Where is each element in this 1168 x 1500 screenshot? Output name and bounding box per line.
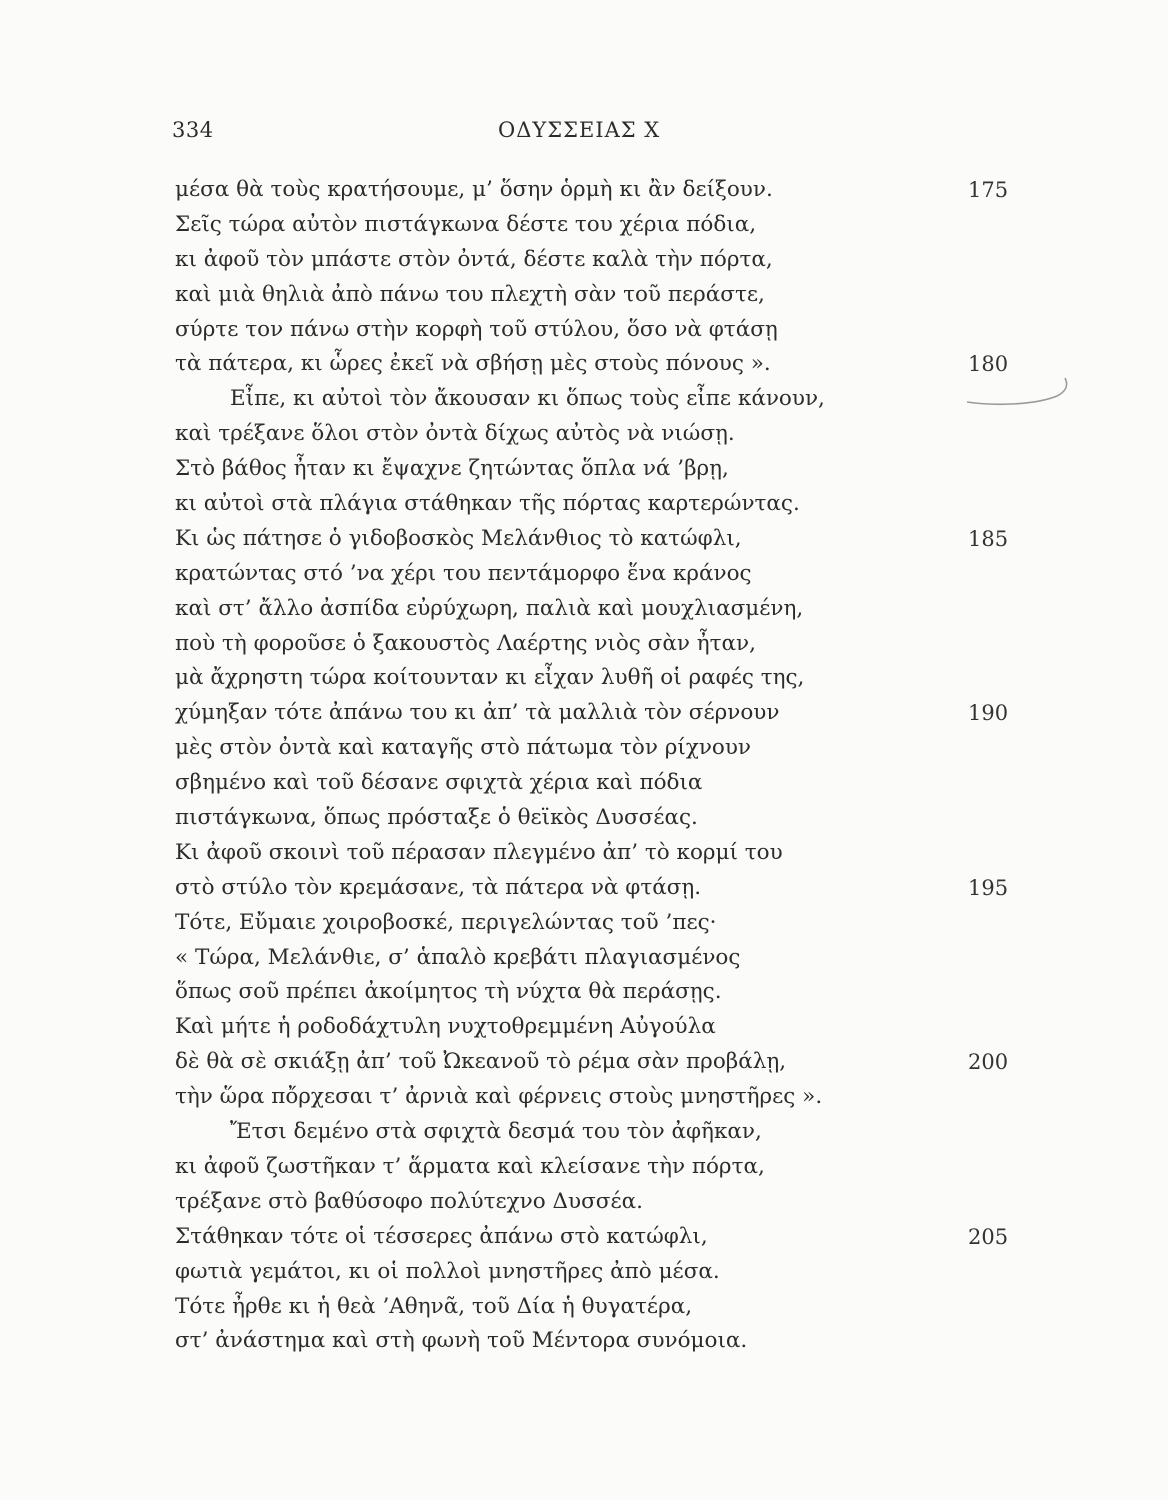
verse-text: μὰ ἄχρηστη τώρα κοίτουνταν κι εἶχαν λυθῆ οἱ ραφές της, — [175, 665, 805, 691]
verse-line — [0, 1150, 1168, 1185]
verse-text: Ἔτσι δεμένο στὰ σφιχτὰ δεσμά του τὸν ἀφῆκαν, — [230, 1119, 762, 1145]
verse-text: στ’ ἀνάστημα καὶ στὴ φωνὴ τοῦ Μέντορα συνόμοια. — [175, 1328, 748, 1354]
verse-text: σβημένο καὶ τοῦ δέσανε σφιχτὰ χέρια καὶ πόδια — [175, 770, 703, 796]
verse-line — [0, 1290, 1168, 1325]
line-number: 195 — [968, 875, 1009, 900]
verse-line — [0, 1324, 1168, 1359]
verse-line — [0, 208, 1168, 243]
verse-line — [0, 1115, 1168, 1150]
verse-text: ποὺ τὴ φοροῦσε ὁ ξακουστὸς Λαέρτης νιὸς σὰν ἦταν, — [175, 630, 756, 656]
running-title: ΟΔΥΣΣΕΙΑΣ Χ — [498, 118, 661, 142]
line-number: 200 — [968, 1050, 1009, 1075]
verse-line — [0, 627, 1168, 662]
verse-text: Κι ὡς πάτησε ὁ γιδοβοσκὸς Μελάνθιος τὸ κατώφλι, — [175, 525, 742, 551]
verse-text: Κι ἀφοῦ σκοινὶ τοῦ πέρασαν πλεγμένο ἀπ’ τὸ κορμί του — [175, 839, 783, 865]
verse-line — [0, 313, 1168, 348]
verse-line — [0, 1010, 1168, 1045]
verse-line — [0, 975, 1168, 1010]
verse-text: κι ἀφοῦ ζωστῆκαν τ’ ἅρματα καὶ κλείσανε τὴν πόρτα, — [175, 1153, 765, 1179]
verse-text: τὴν ὥρα πὄρχεσαι τ’ ἀρνιὰ καὶ φέρνεις στοὺς μνηστῆρες ». — [175, 1084, 823, 1110]
page-header — [172, 118, 1012, 148]
verse-text: Στὸ βάθος ἦταν κι ἔψαχνε ζητώντας ὅπλα νά ’βρῃ, — [175, 456, 729, 482]
verse-line — [0, 871, 1168, 906]
verse-line — [0, 731, 1168, 766]
verse-line — [0, 696, 1168, 731]
verse-text: Καὶ μήτε ἡ ροδοδάχτυλη νυχτοθρεμμένη Αὐγούλα — [175, 1014, 716, 1040]
verse-line — [0, 452, 1168, 487]
verse-line — [0, 1185, 1168, 1220]
line-number: 205 — [968, 1224, 1009, 1249]
verse-text: κι αὐτοὶ στὰ πλάγια στάθηκαν τῆς πόρτας καρτερώντας. — [175, 491, 800, 517]
verse-text: κρατώντας στό ’να χέρι του πεντάμορφο ἕνα κράνος — [175, 560, 752, 586]
verse-text: στὸ στύλο τὸν κρεμάσανε, τὰ πάτερα νὰ φτάσῃ. — [175, 874, 702, 900]
verse-line — [0, 801, 1168, 836]
verse-line — [0, 941, 1168, 976]
verse-text: « Τώρα, Μελάνθιε, σ’ ἁπαλὸ κρεβάτι πλαγιασμένος — [175, 944, 741, 970]
verse-text: πιστάγκωνα, ὅπως πρόσταξε ὁ θεϊκὸς Δυσσέας. — [175, 805, 698, 831]
line-number: 180 — [968, 352, 1009, 377]
verse-text: μέσα θὰ τοὺς κρατήσουμε, μ’ ὅσην ὁρμὴ κι ἂν δείξουν. — [175, 177, 773, 202]
verse-line — [0, 592, 1168, 627]
verse-line — [0, 906, 1168, 941]
verse-text: Στάθηκαν τότε οἱ τέσσερες ἀπάνω στὸ κατώφλι, — [175, 1223, 708, 1249]
verse-text: τὰ πάτερα, κι ὧρες ἐκεῖ νὰ σβήσῃ μὲς στοὺς πόνους ». — [175, 351, 771, 377]
verse-line — [0, 766, 1168, 801]
verse-line — [0, 173, 1168, 208]
line-number: 185 — [968, 526, 1009, 551]
verse-line — [0, 1255, 1168, 1290]
verse-text: κι ἀφοῦ τὸν μπάστε στὸν ὀντά, δέστε καλὰ τὴν πόρτα, — [175, 246, 773, 272]
verse-text: Τότε, Εὔμαιε χοιροβοσκέ, περιγελώντας τοῦ ’πες· — [175, 909, 717, 935]
verse-block — [0, 173, 1168, 1359]
page-number: 334 — [172, 118, 214, 142]
verse-line — [0, 1045, 1168, 1080]
verse-text: Τότε ἦρθε κι ἡ θεὰ ’Αθηνᾶ, τοῦ Δία ἡ θυγατέρα, — [175, 1293, 693, 1319]
verse-text: φωτιὰ γεμάτοι, κι οἱ πολλοὶ μνηστῆρες ἀπὸ μέσα. — [175, 1258, 720, 1284]
verse-line — [0, 243, 1168, 278]
verse-text: ὅπως σοῦ πρέπει ἀκοίμητος τὴ νύχτα θὰ περάσῃς. — [175, 979, 722, 1005]
verse-text: καὶ τρέξανε ὅλοι στὸν ὀντὰ δίχως αὐτὸς νὰ νιώσῃ. — [175, 421, 735, 447]
verse-line — [0, 557, 1168, 592]
verse-line — [0, 417, 1168, 452]
pencil-underline-mark — [965, 360, 1075, 410]
verse-line — [0, 278, 1168, 313]
verse-text: Σεῖς τώρα αὐτὸν πιστάγκωνα δέστε του χέρια πόδια, — [175, 211, 757, 237]
line-number: 190 — [968, 701, 1009, 726]
verse-text: καὶ στ’ ἄλλο ἀσπίδα εὐρύχωρη, παλιὰ καὶ μουχλιασμένη, — [175, 595, 804, 621]
verse-text: δὲ θὰ σὲ σκιάξῃ ἀπ’ τοῦ Ὠκεανοῦ τὸ ρέμα σὰν προβάλῃ, — [175, 1049, 787, 1075]
verse-text: μὲς στὸν ὀντὰ καὶ καταγῆς στὸ πάτωμα τὸν ρίχνουν — [175, 735, 752, 761]
verse-line — [0, 487, 1168, 522]
verse-text: Εἶπε, κι αὐτοὶ τὸν ἄκουσαν κι ὅπως τοὺς εἶπε κάνουν, — [230, 386, 825, 412]
verse-line — [0, 522, 1168, 557]
verse-line — [0, 1080, 1168, 1115]
verse-text: καὶ μιὰ θηλιὰ ἀπὸ πάνω του πλεχτὴ σὰν τοῦ περάστε, — [175, 281, 765, 307]
verse-line — [0, 661, 1168, 696]
verse-line — [0, 836, 1168, 871]
line-number: 175 — [968, 178, 1009, 202]
verse-text: σύρτε τον πάνω στὴν κορφὴ τοῦ στύλου, ὅσο νὰ φτάσῃ — [175, 316, 778, 342]
verse-line — [0, 1220, 1168, 1255]
verse-text: χύμηξαν τότε ἀπάνω του κι ἀπ’ τὰ μαλλιὰ τὸν σέρνουν — [175, 700, 780, 726]
verse-text: τρέξανε στὸ βαθύσοφο πολύτεχνο Δυσσέα. — [175, 1188, 643, 1214]
